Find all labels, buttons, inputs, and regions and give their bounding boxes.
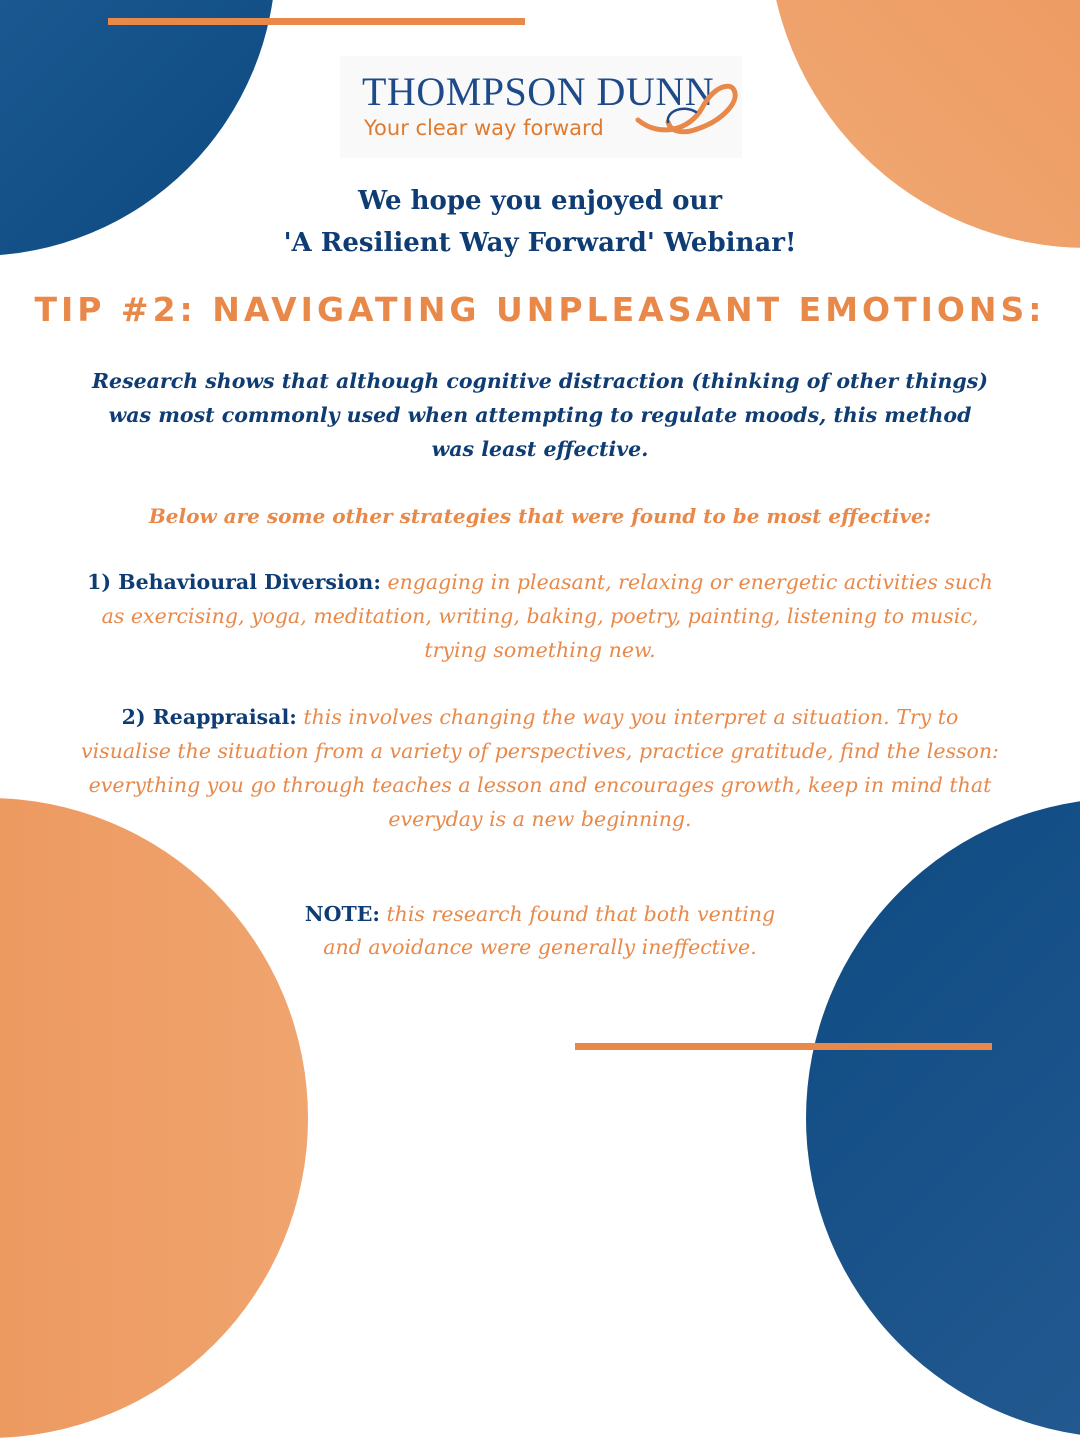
note-description: this research found that both venting and avoidance were generally ineffective. <box>323 902 776 959</box>
note <box>290 898 790 964</box>
decorative-circle-bottom-left <box>0 798 308 1438</box>
strategy-reappraisal <box>80 700 1000 836</box>
accent-bar-top <box>108 18 525 25</box>
accent-bar-bottom <box>575 1043 992 1050</box>
strategy-term: 2) Reappraisal: <box>121 705 297 729</box>
strategy-description: engaging in pleasant, relaxing or energetic activities such as exercising, yoga, meditation, writing, baking, poetry, painting, listening to music, trying something new. <box>101 570 993 662</box>
strategies-lead: Below are some other strategies that were found to be most effective: <box>148 504 932 528</box>
headline <box>0 180 1080 264</box>
company-logo <box>340 56 742 158</box>
strategy-behavioural-diversion <box>80 565 1000 667</box>
logo-tagline: Your clear way forward <box>364 116 604 140</box>
strategy-term: 1) Behavioural Diversion: <box>87 570 381 594</box>
intro-paragraph: Research shows that although cognitive distraction (thinking of other things) was most commonly used when attempting to regulate moods, this method was least effective. <box>91 369 988 461</box>
logo-name: THOMPSON DUNN <box>362 69 715 114</box>
strategy-description: this involves changing the way you interpret a situation. Try to visualise the situation from a variety of perspectives, practice gratitude, find the lesson: everything you go through teaches a lesson and encourages growth, keep in mind that everyday is a new beginning. <box>81 705 999 831</box>
headline-line-2: 'A Resilient Way Forward' Webinar! <box>283 228 797 258</box>
decorative-circle-bottom-right <box>806 798 1080 1438</box>
tip-title: TIP #2: NAVIGATING UNPLEASANT EMOTIONS: <box>34 290 1046 329</box>
headline-line-1: We hope you enjoyed our <box>357 186 723 216</box>
note-term: NOTE: <box>304 902 380 926</box>
infinity-swirl-icon <box>630 68 740 148</box>
